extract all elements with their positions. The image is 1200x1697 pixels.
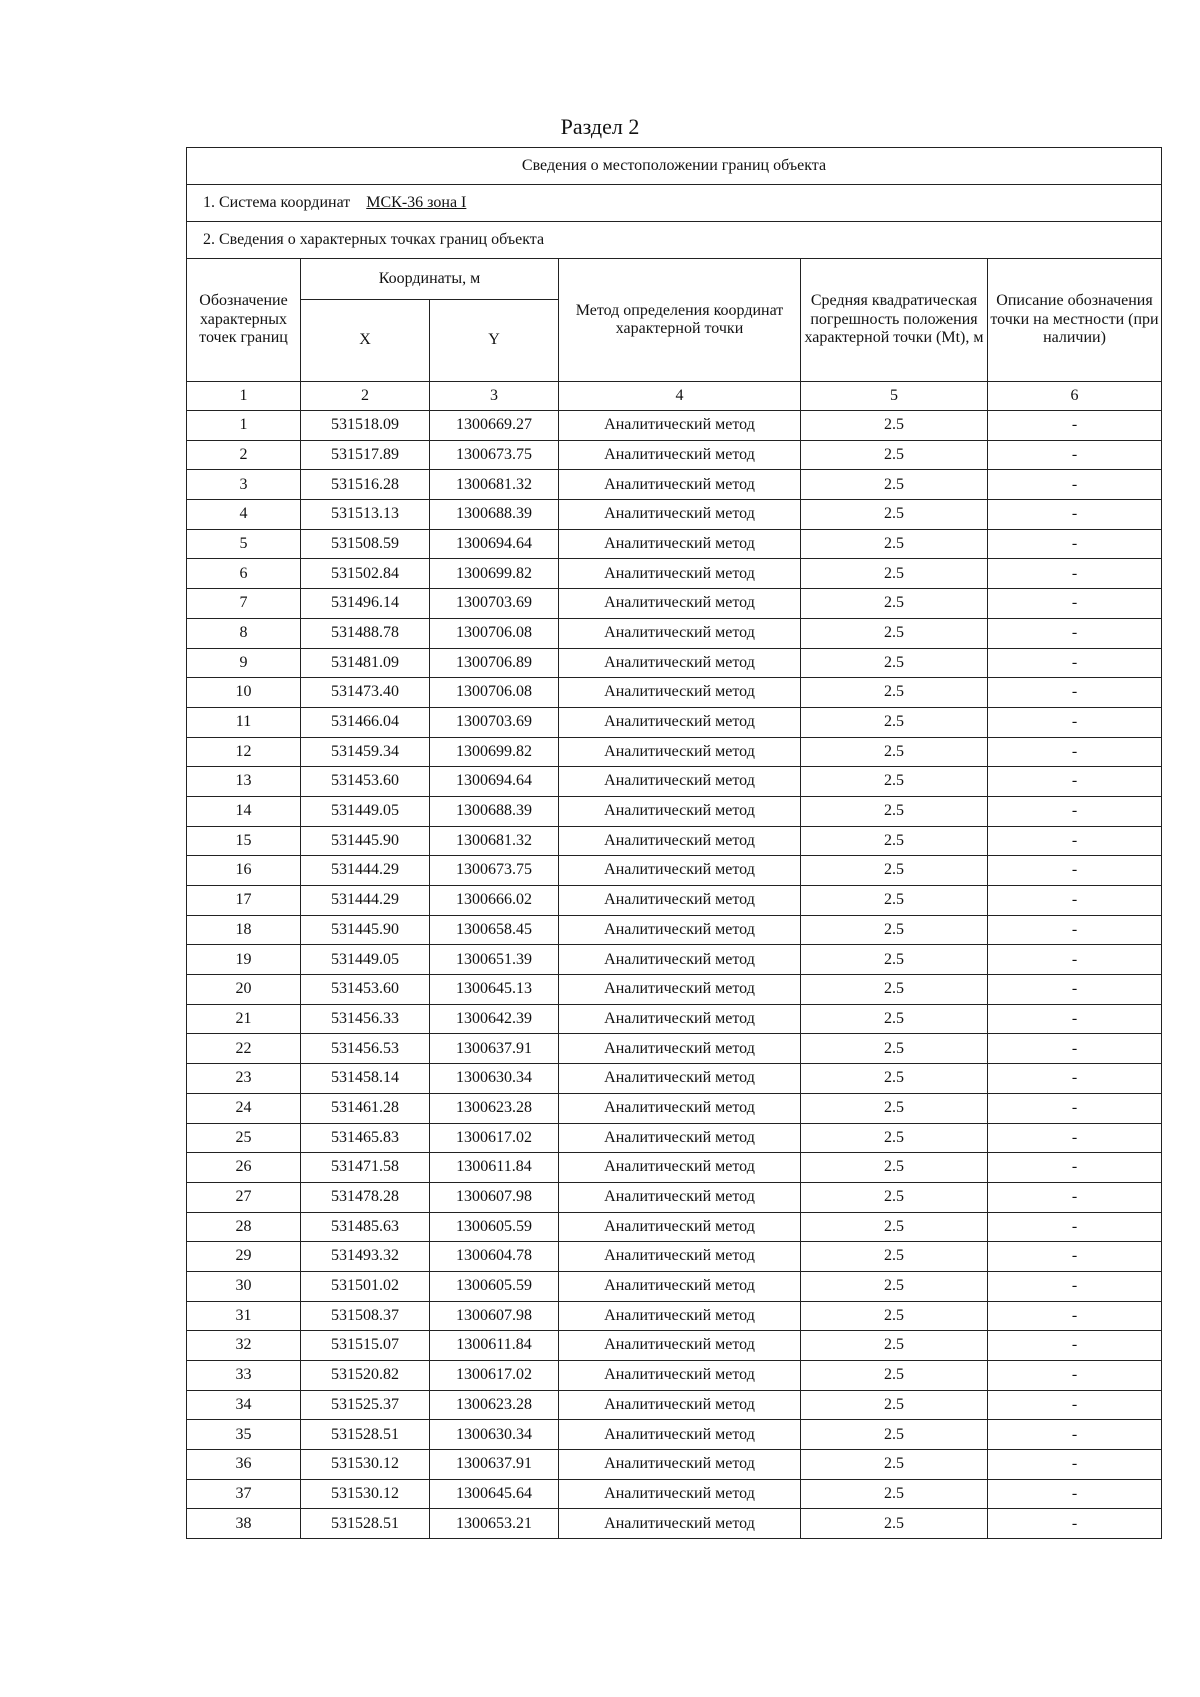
accuracy-cell: 2.5	[801, 826, 988, 856]
x-coord-cell: 531488.78	[301, 618, 430, 648]
table-row	[187, 1509, 1162, 1539]
accuracy-cell: 2.5	[801, 1390, 988, 1420]
description-cell: -	[988, 826, 1162, 856]
table-row	[187, 707, 1162, 737]
method-cell: Аналитический метод	[559, 1182, 801, 1212]
point-id-cell: 14	[187, 796, 301, 826]
point-id-cell: 21	[187, 1004, 301, 1034]
method-cell: Аналитический метод	[559, 1153, 801, 1183]
method-cell: Аналитический метод	[559, 826, 801, 856]
method-cell: Аналитический метод	[559, 915, 801, 945]
description-cell: -	[988, 1093, 1162, 1123]
y-coord-cell: 1300651.39	[430, 945, 559, 975]
point-id-cell: 8	[187, 618, 301, 648]
accuracy-cell: 2.5	[801, 915, 988, 945]
y-coord-cell: 1300637.91	[430, 1450, 559, 1480]
x-coord-cell: 531478.28	[301, 1182, 430, 1212]
method-cell: Аналитический метод	[559, 707, 801, 737]
method-cell: Аналитический метод	[559, 1390, 801, 1420]
point-id-cell: 2	[187, 440, 301, 470]
description-cell: -	[988, 1450, 1162, 1480]
x-coord-cell: 531445.90	[301, 826, 430, 856]
table-row	[187, 1390, 1162, 1420]
point-id-cell: 37	[187, 1479, 301, 1509]
x-coord-cell: 531513.13	[301, 500, 430, 530]
point-id-cell: 17	[187, 886, 301, 916]
coord-system-value: МСК-36 зона I	[366, 193, 467, 211]
accuracy-cell: 2.5	[801, 1420, 988, 1450]
table-row	[187, 1479, 1162, 1509]
accuracy-cell: 2.5	[801, 1450, 988, 1480]
col-header-accuracy: Средняя квадратическая погрешность положения характерной точки (Mt), м	[801, 259, 988, 382]
x-coord-cell: 531453.60	[301, 767, 430, 797]
y-coord-cell: 1300706.08	[430, 678, 559, 708]
accuracy-cell: 2.5	[801, 1301, 988, 1331]
y-coord-cell: 1300699.82	[430, 737, 559, 767]
point-id-cell: 9	[187, 648, 301, 678]
coord-system-label: 1. Система координат	[203, 193, 351, 211]
method-cell: Аналитический метод	[559, 678, 801, 708]
description-cell: -	[988, 1004, 1162, 1034]
y-coord-cell: 1300681.32	[430, 826, 559, 856]
x-coord-cell: 531525.37	[301, 1390, 430, 1420]
y-coord-cell: 1300673.75	[430, 856, 559, 886]
y-coord-cell: 1300688.39	[430, 796, 559, 826]
accuracy-cell: 2.5	[801, 945, 988, 975]
y-coord-cell: 1300703.69	[430, 707, 559, 737]
description-cell: -	[988, 589, 1162, 619]
x-coord-cell: 531458.14	[301, 1064, 430, 1094]
table-row	[187, 1450, 1162, 1480]
table-row	[187, 737, 1162, 767]
y-coord-cell: 1300699.82	[430, 559, 559, 589]
y-coord-cell: 1300681.32	[430, 470, 559, 500]
y-coord-cell: 1300611.84	[430, 1331, 559, 1361]
description-cell: -	[988, 767, 1162, 797]
description-cell: -	[988, 707, 1162, 737]
column-number: 2	[301, 382, 430, 411]
method-cell: Аналитический метод	[559, 1420, 801, 1450]
method-cell: Аналитический метод	[559, 1034, 801, 1064]
point-id-cell: 36	[187, 1450, 301, 1480]
y-coord-cell: 1300706.89	[430, 648, 559, 678]
method-cell: Аналитический метод	[559, 1271, 801, 1301]
description-cell: -	[988, 529, 1162, 559]
boundary-points-table	[186, 147, 1162, 1539]
method-cell: Аналитический метод	[559, 975, 801, 1005]
col-header-y: Y	[430, 300, 559, 382]
accuracy-cell: 2.5	[801, 767, 988, 797]
accuracy-cell: 2.5	[801, 1242, 988, 1272]
y-coord-cell: 1300630.34	[430, 1064, 559, 1094]
y-coord-cell: 1300611.84	[430, 1153, 559, 1183]
coord-system-row	[187, 185, 1162, 222]
method-cell: Аналитический метод	[559, 559, 801, 589]
col-header-coords: Координаты, м	[301, 259, 559, 300]
table-row	[187, 1093, 1162, 1123]
table-row	[187, 1123, 1162, 1153]
y-coord-cell: 1300658.45	[430, 915, 559, 945]
description-cell: -	[988, 1034, 1162, 1064]
column-number-row	[187, 382, 1162, 411]
table-row	[187, 529, 1162, 559]
accuracy-cell: 2.5	[801, 796, 988, 826]
y-coord-cell: 1300607.98	[430, 1301, 559, 1331]
x-coord-cell: 531459.34	[301, 737, 430, 767]
y-coord-cell: 1300688.39	[430, 500, 559, 530]
point-id-cell: 23	[187, 1064, 301, 1094]
accuracy-cell: 2.5	[801, 1123, 988, 1153]
description-cell: -	[988, 1064, 1162, 1094]
point-id-cell: 20	[187, 975, 301, 1005]
accuracy-cell: 2.5	[801, 1182, 988, 1212]
method-cell: Аналитический метод	[559, 1479, 801, 1509]
y-coord-cell: 1300637.91	[430, 1034, 559, 1064]
point-id-cell: 13	[187, 767, 301, 797]
point-id-cell: 10	[187, 678, 301, 708]
description-cell: -	[988, 440, 1162, 470]
accuracy-cell: 2.5	[801, 411, 988, 441]
method-cell: Аналитический метод	[559, 767, 801, 797]
y-coord-cell: 1300645.13	[430, 975, 559, 1005]
accuracy-cell: 2.5	[801, 737, 988, 767]
method-cell: Аналитический метод	[559, 886, 801, 916]
point-id-cell: 26	[187, 1153, 301, 1183]
points-section-title: 2. Сведения о характерных точках границ объекта	[187, 222, 1162, 259]
x-coord-cell: 531456.33	[301, 1004, 430, 1034]
accuracy-cell: 2.5	[801, 1361, 988, 1391]
accuracy-cell: 2.5	[801, 440, 988, 470]
x-coord-cell: 531528.51	[301, 1420, 430, 1450]
point-id-cell: 19	[187, 945, 301, 975]
accuracy-cell: 2.5	[801, 648, 988, 678]
table-row	[187, 500, 1162, 530]
method-cell: Аналитический метод	[559, 648, 801, 678]
y-coord-cell: 1300617.02	[430, 1361, 559, 1391]
description-cell: -	[988, 1123, 1162, 1153]
accuracy-cell: 2.5	[801, 1034, 988, 1064]
point-id-cell: 12	[187, 737, 301, 767]
accuracy-cell: 2.5	[801, 529, 988, 559]
method-cell: Аналитический метод	[559, 1509, 801, 1539]
y-coord-cell: 1300666.02	[430, 886, 559, 916]
description-cell: -	[988, 945, 1162, 975]
y-coord-cell: 1300605.59	[430, 1271, 559, 1301]
method-cell: Аналитический метод	[559, 529, 801, 559]
description-cell: -	[988, 856, 1162, 886]
accuracy-cell: 2.5	[801, 618, 988, 648]
description-cell: -	[988, 1242, 1162, 1272]
accuracy-cell: 2.5	[801, 1331, 988, 1361]
y-coord-cell: 1300645.64	[430, 1479, 559, 1509]
description-cell: -	[988, 886, 1162, 916]
x-coord-cell: 531485.63	[301, 1212, 430, 1242]
description-cell: -	[988, 648, 1162, 678]
point-id-cell: 5	[187, 529, 301, 559]
point-id-cell: 29	[187, 1242, 301, 1272]
description-cell: -	[988, 1182, 1162, 1212]
x-coord-cell: 531520.82	[301, 1361, 430, 1391]
accuracy-cell: 2.5	[801, 975, 988, 1005]
method-cell: Аналитический метод	[559, 411, 801, 441]
point-id-cell: 28	[187, 1212, 301, 1242]
accuracy-cell: 2.5	[801, 1064, 988, 1094]
method-cell: Аналитический метод	[559, 1242, 801, 1272]
table-row	[187, 1064, 1162, 1094]
description-cell: -	[988, 618, 1162, 648]
description-cell: -	[988, 975, 1162, 1005]
method-cell: Аналитический метод	[559, 1450, 801, 1480]
x-coord-cell: 531518.09	[301, 411, 430, 441]
method-cell: Аналитический метод	[559, 1093, 801, 1123]
x-coord-cell: 531466.04	[301, 707, 430, 737]
x-coord-cell: 531471.58	[301, 1153, 430, 1183]
y-coord-cell: 1300669.27	[430, 411, 559, 441]
method-cell: Аналитический метод	[559, 470, 801, 500]
x-coord-cell: 531496.14	[301, 589, 430, 619]
table-row	[187, 915, 1162, 945]
accuracy-cell: 2.5	[801, 500, 988, 530]
point-id-cell: 6	[187, 559, 301, 589]
method-cell: Аналитический метод	[559, 856, 801, 886]
description-cell: -	[988, 1361, 1162, 1391]
point-id-cell: 18	[187, 915, 301, 945]
table-title: Сведения о местоположении границ объекта	[187, 148, 1162, 185]
y-coord-cell: 1300607.98	[430, 1182, 559, 1212]
accuracy-cell: 2.5	[801, 886, 988, 916]
table-row	[187, 1361, 1162, 1391]
accuracy-cell: 2.5	[801, 1479, 988, 1509]
table-row	[187, 559, 1162, 589]
description-cell: -	[988, 1153, 1162, 1183]
description-cell: -	[988, 1212, 1162, 1242]
description-cell: -	[988, 411, 1162, 441]
section-title: Раздел 2	[560, 114, 640, 139]
column-number: 3	[430, 382, 559, 411]
y-coord-cell: 1300623.28	[430, 1390, 559, 1420]
method-cell: Аналитический метод	[559, 1212, 801, 1242]
method-cell: Аналитический метод	[559, 440, 801, 470]
column-number: 5	[801, 382, 988, 411]
table-row	[187, 1153, 1162, 1183]
x-coord-cell: 531530.12	[301, 1479, 430, 1509]
column-number: 4	[559, 382, 801, 411]
table-row	[187, 678, 1162, 708]
accuracy-cell: 2.5	[801, 1212, 988, 1242]
table-row	[187, 1271, 1162, 1301]
method-cell: Аналитический метод	[559, 1123, 801, 1153]
x-coord-cell: 531501.02	[301, 1271, 430, 1301]
point-id-cell: 3	[187, 470, 301, 500]
x-coord-cell: 531515.07	[301, 1331, 430, 1361]
table-row	[187, 1034, 1162, 1064]
point-id-cell: 35	[187, 1420, 301, 1450]
x-coord-cell: 531444.29	[301, 856, 430, 886]
description-cell: -	[988, 470, 1162, 500]
table-row	[187, 1182, 1162, 1212]
description-cell: -	[988, 796, 1162, 826]
table-row	[187, 1242, 1162, 1272]
table-row	[187, 1301, 1162, 1331]
x-coord-cell: 531444.29	[301, 886, 430, 916]
point-id-cell: 24	[187, 1093, 301, 1123]
point-id-cell: 31	[187, 1301, 301, 1331]
accuracy-cell: 2.5	[801, 470, 988, 500]
description-cell: -	[988, 1420, 1162, 1450]
method-cell: Аналитический метод	[559, 589, 801, 619]
description-cell: -	[988, 1301, 1162, 1331]
point-id-cell: 34	[187, 1390, 301, 1420]
method-cell: Аналитический метод	[559, 1301, 801, 1331]
description-cell: -	[988, 1271, 1162, 1301]
point-id-cell: 30	[187, 1271, 301, 1301]
point-id-cell: 33	[187, 1361, 301, 1391]
y-coord-cell: 1300630.34	[430, 1420, 559, 1450]
point-id-cell: 16	[187, 856, 301, 886]
y-coord-cell: 1300673.75	[430, 440, 559, 470]
accuracy-cell: 2.5	[801, 678, 988, 708]
x-coord-cell: 531445.90	[301, 915, 430, 945]
table-row	[187, 589, 1162, 619]
point-id-cell: 4	[187, 500, 301, 530]
y-coord-cell: 1300706.08	[430, 618, 559, 648]
x-coord-cell: 531453.60	[301, 975, 430, 1005]
x-coord-cell: 531449.05	[301, 945, 430, 975]
x-coord-cell: 531530.12	[301, 1450, 430, 1480]
table-row	[187, 440, 1162, 470]
table-row	[187, 1420, 1162, 1450]
description-cell: -	[988, 1509, 1162, 1539]
table-row	[187, 470, 1162, 500]
table-row	[187, 945, 1162, 975]
point-id-cell: 22	[187, 1034, 301, 1064]
accuracy-cell: 2.5	[801, 1093, 988, 1123]
col-header-x: X	[301, 300, 430, 382]
accuracy-cell: 2.5	[801, 589, 988, 619]
description-cell: -	[988, 915, 1162, 945]
table-row	[187, 975, 1162, 1005]
x-coord-cell: 531517.89	[301, 440, 430, 470]
x-coord-cell: 531461.28	[301, 1093, 430, 1123]
description-cell: -	[988, 1479, 1162, 1509]
col-header-method: Метод определения координат характерной точки	[559, 259, 801, 382]
point-id-cell: 38	[187, 1509, 301, 1539]
table-row	[187, 826, 1162, 856]
y-coord-cell: 1300623.28	[430, 1093, 559, 1123]
accuracy-cell: 2.5	[801, 1509, 988, 1539]
description-cell: -	[988, 500, 1162, 530]
point-id-cell: 7	[187, 589, 301, 619]
col-header-point-id: Обозначение характерных точек границ	[187, 259, 301, 382]
method-cell: Аналитический метод	[559, 737, 801, 767]
accuracy-cell: 2.5	[801, 707, 988, 737]
description-cell: -	[988, 1390, 1162, 1420]
method-cell: Аналитический метод	[559, 1004, 801, 1034]
method-cell: Аналитический метод	[559, 945, 801, 975]
method-cell: Аналитический метод	[559, 1064, 801, 1094]
y-coord-cell: 1300605.59	[430, 1212, 559, 1242]
accuracy-cell: 2.5	[801, 559, 988, 589]
y-coord-cell: 1300694.64	[430, 767, 559, 797]
table-row	[187, 618, 1162, 648]
x-coord-cell: 531449.05	[301, 796, 430, 826]
table-row	[187, 886, 1162, 916]
x-coord-cell: 531456.53	[301, 1034, 430, 1064]
y-coord-cell: 1300653.21	[430, 1509, 559, 1539]
description-cell: -	[988, 559, 1162, 589]
table-row	[187, 1004, 1162, 1034]
x-coord-cell: 531508.59	[301, 529, 430, 559]
table-row	[187, 767, 1162, 797]
points-rows	[187, 411, 1162, 1539]
point-id-cell: 25	[187, 1123, 301, 1153]
method-cell: Аналитический метод	[559, 1331, 801, 1361]
point-id-cell: 15	[187, 826, 301, 856]
point-id-cell: 1	[187, 411, 301, 441]
method-cell: Аналитический метод	[559, 1361, 801, 1391]
accuracy-cell: 2.5	[801, 856, 988, 886]
accuracy-cell: 2.5	[801, 1153, 988, 1183]
col-header-description: Описание обозначения точки на местности (при наличии)	[988, 259, 1162, 382]
x-coord-cell: 531473.40	[301, 678, 430, 708]
method-cell: Аналитический метод	[559, 618, 801, 648]
column-number: 1	[187, 382, 301, 411]
x-coord-cell: 531502.84	[301, 559, 430, 589]
table-row	[187, 856, 1162, 886]
table-row	[187, 1331, 1162, 1361]
method-cell: Аналитический метод	[559, 500, 801, 530]
y-coord-cell: 1300604.78	[430, 1242, 559, 1272]
y-coord-cell: 1300694.64	[430, 529, 559, 559]
table-row	[187, 648, 1162, 678]
point-id-cell: 11	[187, 707, 301, 737]
x-coord-cell: 531465.83	[301, 1123, 430, 1153]
table-row	[187, 796, 1162, 826]
x-coord-cell: 531508.37	[301, 1301, 430, 1331]
point-id-cell: 27	[187, 1182, 301, 1212]
table-row	[187, 1212, 1162, 1242]
description-cell: -	[988, 737, 1162, 767]
column-number: 6	[988, 382, 1162, 411]
description-cell: -	[988, 1331, 1162, 1361]
description-cell: -	[988, 678, 1162, 708]
accuracy-cell: 2.5	[801, 1271, 988, 1301]
y-coord-cell: 1300703.69	[430, 589, 559, 619]
table-row	[187, 411, 1162, 441]
accuracy-cell: 2.5	[801, 1004, 988, 1034]
point-id-cell: 32	[187, 1331, 301, 1361]
x-coord-cell: 531516.28	[301, 470, 430, 500]
x-coord-cell: 531528.51	[301, 1509, 430, 1539]
y-coord-cell: 1300642.39	[430, 1004, 559, 1034]
method-cell: Аналитический метод	[559, 796, 801, 826]
x-coord-cell: 531481.09	[301, 648, 430, 678]
y-coord-cell: 1300617.02	[430, 1123, 559, 1153]
x-coord-cell: 531493.32	[301, 1242, 430, 1272]
